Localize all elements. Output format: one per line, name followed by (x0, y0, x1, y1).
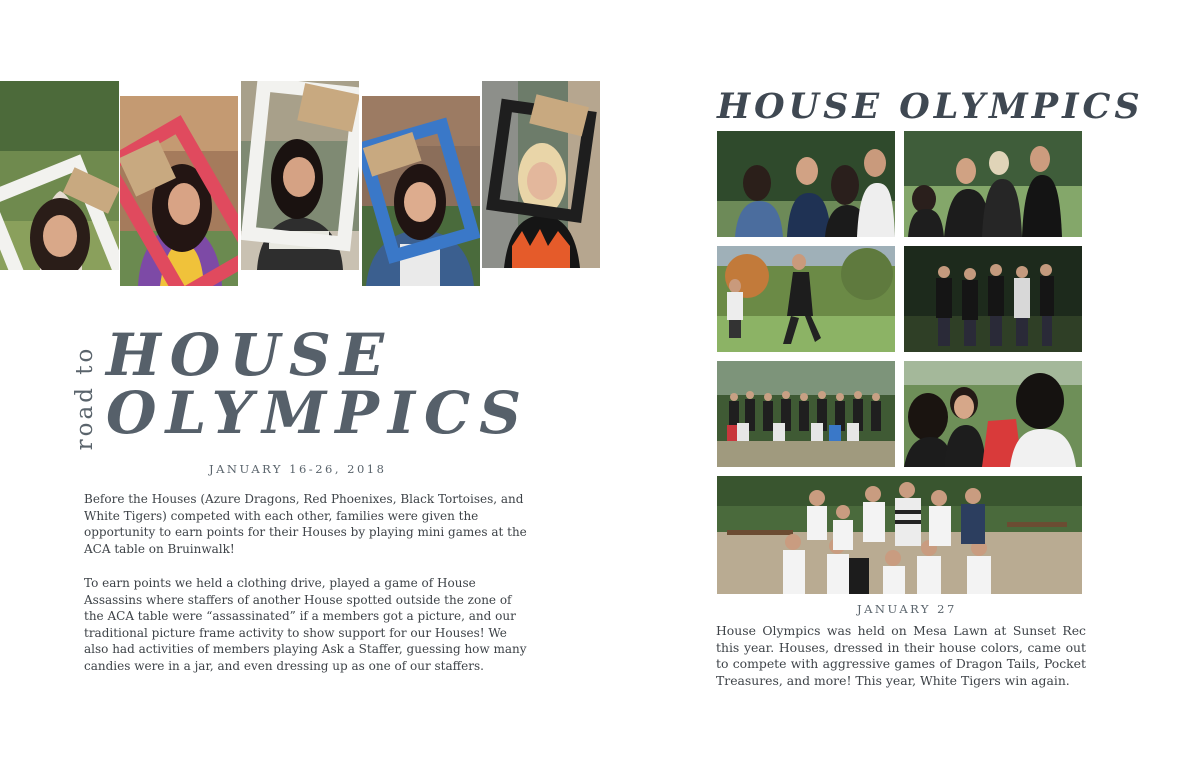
title-house: HOUSE (106, 321, 393, 389)
photo-white-tigers-frame-1 (0, 81, 119, 270)
photo-white-tigers-frame-2 (241, 81, 359, 270)
photo-azure-dragons-frame (362, 96, 480, 286)
photo-lawn-run (717, 246, 895, 352)
right-title: HOUSE OLYMPICS (717, 86, 1144, 127)
right-paragraph: House Olympics was held on Mesa Lawn at Sunset Rec this year. Houses, dressed in their house colors, came out to compete with aggressive games of Dragon Tails, Pocket Treasures, and more! This year, White Tigers win again. (716, 623, 1086, 688)
left-date: JANUARY 16-26, 2018 (209, 462, 387, 476)
photo-group-huddle (717, 131, 895, 237)
photo-black-tortoises-frame (482, 81, 600, 268)
photo-winning-team (717, 476, 1082, 594)
photo-large-group (717, 361, 895, 467)
left-paragraph-2: To earn points we held a clothing drive, played a game of House Assassins where staffers of another House spotted outside the zone of the ACA table were “assassinated” if a members got a picture, and our traditional picture frame activity to show support for our Houses! We also had activities of members playing Ask a Staffer, guessing how many candies were in a jar, and even dressing up as one of our staffers. (84, 576, 527, 673)
road-to-text: road to (72, 345, 98, 451)
photo-red-phoenix-frame (120, 96, 238, 286)
title-olympics: OLYMPICS (106, 379, 530, 447)
left-paragraph-1: Before the Houses (Azure Dragons, Red Phoenixes, Black Tortoises, and White Tigers) competed with each other, families were given the opportunity to earn points for their Houses by playing mini games at the ACA table on Bruinwalk! (84, 492, 527, 556)
photo-night-group (904, 246, 1082, 352)
photo-tag-game (904, 131, 1082, 237)
road-to-label (70, 345, 100, 451)
photo-closeup-game (904, 361, 1082, 467)
right-date: JANUARY 27 (857, 602, 957, 616)
